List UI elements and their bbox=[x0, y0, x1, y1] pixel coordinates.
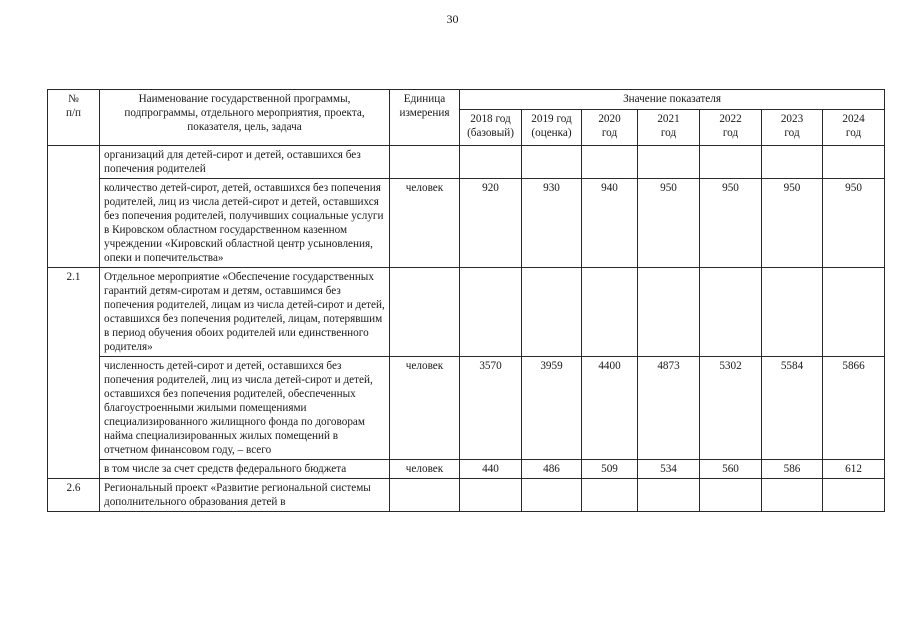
row-value bbox=[823, 268, 885, 357]
row-value bbox=[823, 479, 885, 512]
row-value bbox=[638, 479, 700, 512]
row-value: 5302 bbox=[700, 357, 762, 460]
row-value: 930 bbox=[522, 179, 582, 268]
row-name: Региональный проект «Развитие региональной системы дополнительного образования детей в bbox=[100, 479, 390, 512]
row-unit bbox=[390, 268, 460, 357]
row-value: 560 bbox=[700, 460, 762, 479]
row-value bbox=[522, 268, 582, 357]
row-value: 612 bbox=[823, 460, 885, 479]
row-value: 3570 bbox=[460, 357, 522, 460]
row-num: 2.1 bbox=[48, 268, 100, 357]
row-value bbox=[460, 146, 522, 179]
row-value: 4400 bbox=[582, 357, 638, 460]
header-year: 2024 год bbox=[823, 110, 885, 146]
row-value bbox=[582, 268, 638, 357]
row-value bbox=[522, 146, 582, 179]
row-value bbox=[460, 268, 522, 357]
table-row bbox=[48, 357, 885, 460]
row-value bbox=[700, 146, 762, 179]
row-value: 534 bbox=[638, 460, 700, 479]
row-value bbox=[638, 146, 700, 179]
row-value: 586 bbox=[762, 460, 823, 479]
row-value bbox=[582, 479, 638, 512]
row-value: 486 bbox=[522, 460, 582, 479]
row-unit: человек bbox=[390, 460, 460, 479]
header-value: Значение показателя bbox=[460, 90, 885, 110]
indicators-table bbox=[47, 89, 885, 512]
header-year: 2021 год bbox=[638, 110, 700, 146]
header-name: Наименование государственной программы, подпрограммы, отдельного мероприятия, проекта, показателя, цель, задача bbox=[100, 90, 390, 146]
header-year: 2019 год (оценка) bbox=[522, 110, 582, 146]
row-num: 2.6 bbox=[48, 479, 100, 512]
row-value bbox=[460, 479, 522, 512]
header-year: 2022 год bbox=[700, 110, 762, 146]
row-value bbox=[762, 479, 823, 512]
row-value bbox=[700, 268, 762, 357]
row-value bbox=[700, 479, 762, 512]
row-unit: человек bbox=[390, 179, 460, 268]
header-num: № п/п bbox=[48, 90, 100, 146]
row-value: 920 bbox=[460, 179, 522, 268]
row-value bbox=[638, 268, 700, 357]
row-name: в том числе за счет средств федерального бюджета bbox=[100, 460, 390, 479]
row-value: 5584 bbox=[762, 357, 823, 460]
row-name: Отдельное мероприятие «Обеспечение государственных гарантий детям-сиротам и детям, оставшимся без попечения родителей, лицам из числа детей-сирот и детей, оставшихся без попечения родителей, лицам, потерявшим в период обучения обоих родителей или единственного родителя» bbox=[100, 268, 390, 357]
row-value: 950 bbox=[638, 179, 700, 268]
row-unit: человек bbox=[390, 357, 460, 460]
header-unit: Единица измерения bbox=[390, 90, 460, 146]
row-unit bbox=[390, 146, 460, 179]
row-value: 4873 bbox=[638, 357, 700, 460]
row-name: количество детей-сирот, детей, оставшихся без попечения родителей, лиц из числа детей-сирот и детей, оставшихся без попечения родителей, получивших социальные услуги в Кировском областном государственном казенном учреждении «Кировский областной центр усыновления, опеки и попечительства» bbox=[100, 179, 390, 268]
header-year: 2018 год (базовый) bbox=[460, 110, 522, 146]
page-number: 30 bbox=[446, 12, 459, 26]
row-name: численность детей-сирот и детей, оставшихся без попечения родителей, лиц из числа детей-сирот и детей, оставшихся без попечения родителей, обеспеченных благоустроенными жилыми помещениями специализированного жилищного фонда по договорам найма специализированных жилых помещений в отчетном финансовом году, – всего bbox=[100, 357, 390, 460]
row-value: 950 bbox=[700, 179, 762, 268]
row-value: 3959 bbox=[522, 357, 582, 460]
table-row bbox=[48, 179, 885, 268]
row-unit bbox=[390, 479, 460, 512]
row-value bbox=[522, 479, 582, 512]
row-num bbox=[48, 357, 100, 460]
row-value: 950 bbox=[762, 179, 823, 268]
row-num bbox=[48, 146, 100, 179]
row-value: 440 bbox=[460, 460, 522, 479]
row-num bbox=[48, 179, 100, 268]
table-row bbox=[48, 268, 885, 357]
table-row bbox=[48, 460, 885, 479]
header-year: 2020 год bbox=[582, 110, 638, 146]
row-name: организаций для детей-сирот и детей, оставшихся без попечения родителей bbox=[100, 146, 390, 179]
row-value: 509 bbox=[582, 460, 638, 479]
row-value bbox=[823, 146, 885, 179]
row-value: 5866 bbox=[823, 357, 885, 460]
header-year: 2023 год bbox=[762, 110, 823, 146]
row-value: 950 bbox=[823, 179, 885, 268]
row-num bbox=[48, 460, 100, 479]
table-row bbox=[48, 479, 885, 512]
row-value bbox=[582, 146, 638, 179]
row-value: 940 bbox=[582, 179, 638, 268]
row-value bbox=[762, 146, 823, 179]
table-row bbox=[48, 146, 885, 179]
row-value bbox=[762, 268, 823, 357]
